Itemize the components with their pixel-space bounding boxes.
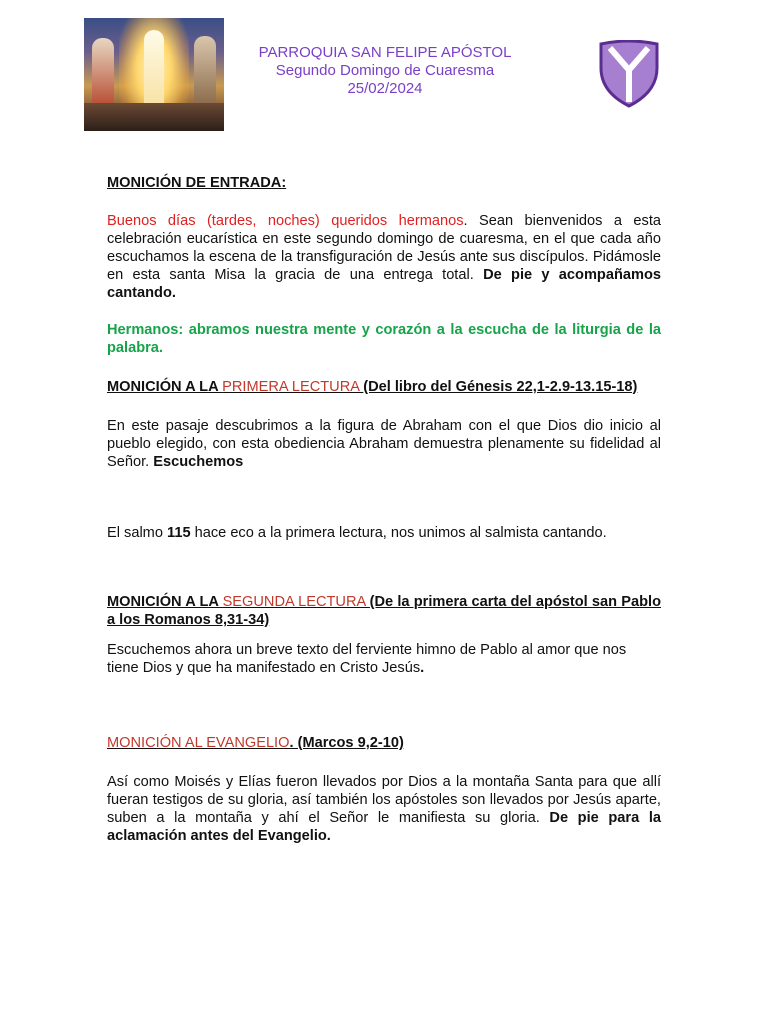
figure-center	[144, 30, 164, 112]
heading-primera-lectura: MONICIÓN A LA PRIMERA LECTURA (Del libro del Génesis 22,1-2.9-13.15-18)	[107, 379, 638, 395]
mountain-rock	[84, 103, 224, 131]
page-header	[230, 44, 540, 98]
entrada-instruction: De pie y acompañamos cantando.	[107, 267, 662, 301]
evangelio-instruction: De pie para la aclamación antes del Evangelio.	[107, 810, 662, 844]
primera-instruction: Escuchemos	[153, 454, 244, 470]
greeting-text: Buenos días (tardes, noches) queridos hermanos	[107, 213, 464, 229]
heading-segunda-lectura: MONICIÓN A LA SEGUNDA LECTURA (De la primera carta del apóstol san Pablo a los Romanos 8,31-34)	[107, 594, 661, 628]
paragraph-entrada	[107, 212, 661, 302]
primera-reference: (Del libro del Génesis 22,1-2.9-13.15-18)	[363, 379, 638, 395]
parish-name: PARROQUIA SAN FELIPE APÓSTOL	[258, 44, 512, 61]
primera-highlight: PRIMERA LECTURA	[222, 379, 364, 395]
evangelio-reference: . (Marcos 9,2-10)	[289, 735, 404, 751]
paragraph-segunda: Escuchemos ahora un breve texto del ferviente himno de Pablo al amor que nos tiene Dios y que ha manifestado en Cristo Jesús.	[107, 642, 627, 676]
entrada-body: . Sean bienvenidos a esta celebración eucarística en este segundo domingo de cuaresma, en el que cada año escuchamos la escena de la transfiguración de Jesús ante sus discípulos. Pidámosle en esta santa Misa la gracia de una entrega total.	[107, 213, 662, 283]
date: 25/02/2024	[347, 80, 423, 97]
figure-left	[92, 38, 114, 108]
heading-evangelio	[107, 734, 661, 752]
transfiguration-image	[84, 18, 224, 131]
exhortation-text: Hermanos: abramos nuestra mente y corazón a la escucha de la liturgia de la palabra.	[107, 322, 661, 356]
figure-right	[194, 36, 216, 106]
paragraph-primera: En este pasaje descubrimos a la figura de Abraham con el que Dios dio inicio al pueblo elegido, con esta obediencia Abraham demuestra plenamente su fidelidad al Señor. Escuchemos	[107, 418, 661, 470]
evangelio-highlight: MONICIÓN AL EVANGELIO	[107, 735, 290, 751]
salmo-number: 115	[167, 525, 191, 541]
liturgical-day: Segundo Domingo de Cuaresma	[275, 62, 495, 79]
heading-entrada: MONICIÓN DE ENTRADA:	[107, 175, 287, 191]
paragraph-evangelio: Así como Moisés y Elías fueron llevados por Dios a la montaña Santa para que allí fueran testigos de su gloria, así también los apóstoles son llevados por Jesús aparte, suben a la montaña y ahí el Señor le manifiesta su gloria. De pie para la aclamación antes del Evangelio.	[107, 774, 662, 844]
paragraph-salmo: El salmo 115 hace eco a la primera lectura, nos unimos al salmista cantando.	[107, 525, 607, 541]
segunda-highlight: SEGUNDA LECTURA	[222, 594, 370, 610]
parish-shield-icon	[598, 40, 660, 108]
segunda-reference: (De la primera carta del apóstol san Pablo a los Romanos 8,31-34)	[107, 594, 661, 628]
